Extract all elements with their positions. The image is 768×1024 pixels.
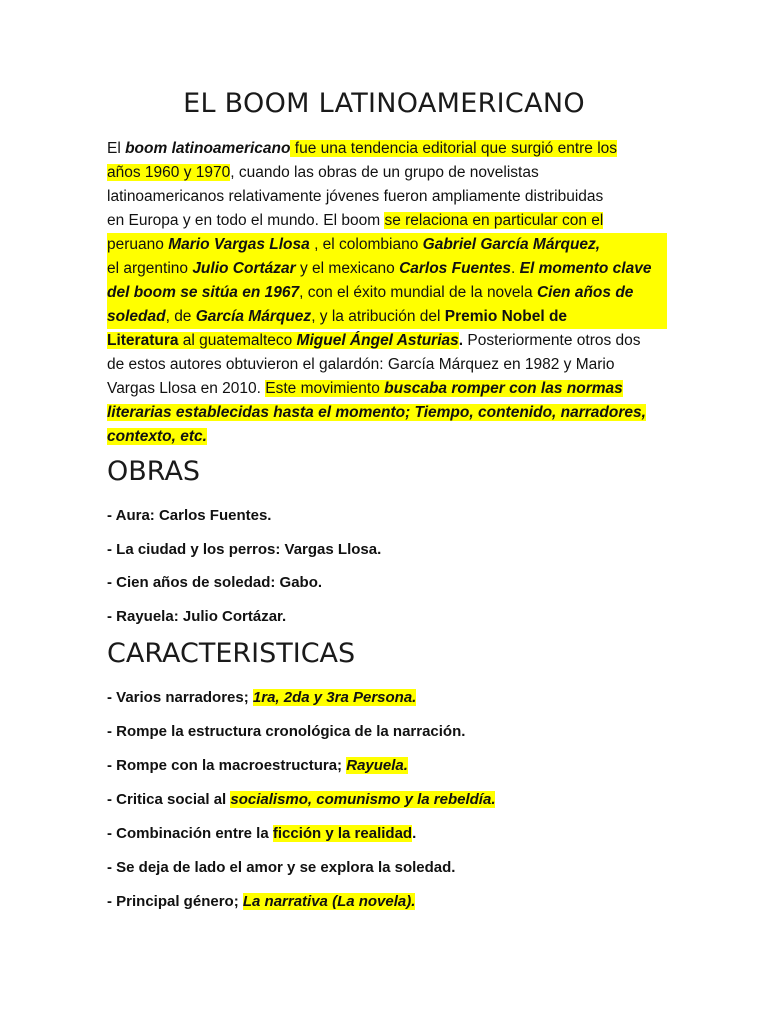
text-run: Vargas Llosa en 2010. xyxy=(107,380,266,397)
author-vargas-llosa: Mario Vargas Llosa xyxy=(168,236,310,253)
text-run: , cuando las obras de un grupo de novelistas xyxy=(230,164,539,181)
intro-line-12 xyxy=(107,401,667,425)
text-run: , y la atribución del xyxy=(311,308,445,325)
caracteristica-item xyxy=(107,893,415,910)
caracteristica-item xyxy=(107,791,495,808)
highlight-run: socialismo, comunismo y la rebeldía. xyxy=(230,791,496,808)
author-cortazar: Julio Cortázar xyxy=(192,260,296,277)
text-run: . xyxy=(511,260,520,277)
intro-line-2 xyxy=(107,161,667,185)
text-run: en Europa y en todo el mundo. El boom xyxy=(107,212,385,229)
highlight-run: años 1960 y 1970 xyxy=(107,164,231,181)
obras-heading: OBRAS xyxy=(107,456,201,487)
intro-line-3: latinoamericanos relativamente jóvenes fueron ampliamente distribuidas xyxy=(107,188,604,205)
caracteristica-item xyxy=(107,723,465,740)
text-run: y el mexicano xyxy=(295,260,400,277)
caracteristica-item xyxy=(107,859,455,876)
text-run: - Rompe con la macroestructura; xyxy=(107,757,347,774)
text-run: el argentino xyxy=(107,260,193,277)
intro-line-8 xyxy=(107,305,667,329)
author-garcia-marquez: Gabriel García Márquez, xyxy=(422,236,601,253)
text-run: El xyxy=(107,140,126,157)
text-run: . xyxy=(412,825,417,842)
award-name: Premio Nobel de xyxy=(444,308,568,325)
text-run: , el colombiano xyxy=(309,236,423,253)
intro-line-7 xyxy=(107,281,667,305)
highlight-run: 1ra, 2da y 3ra Persona. xyxy=(252,689,417,706)
award-name: Literatura xyxy=(107,332,179,349)
caracteristica-item xyxy=(107,757,408,774)
text-run: - Critica social al xyxy=(107,791,231,808)
text-run: Posteriormente otros dos xyxy=(463,332,641,349)
author-asturias: Miguel Ángel Asturias xyxy=(296,332,459,349)
intro-line-4 xyxy=(107,209,667,233)
intro-line-1 xyxy=(107,137,667,161)
term-boom: boom latinoamericano xyxy=(125,140,291,157)
highlight-run: El momento clave xyxy=(519,260,652,277)
text-run: - Combinación entre la xyxy=(107,825,273,842)
intro-line-13 xyxy=(107,425,667,449)
highlight-run: La narrativa (La novela). xyxy=(242,893,416,910)
intro-line-6 xyxy=(107,257,667,281)
novel-title: soledad xyxy=(107,308,166,325)
intro-paragraph xyxy=(107,137,667,449)
highlight-run: Rayuela. xyxy=(346,757,408,774)
text-run: - Varios narradores; xyxy=(107,689,253,706)
highlight-run: del boom se sitúa en 1967 xyxy=(107,284,300,301)
author-fuentes: Carlos Fuentes xyxy=(399,260,512,277)
obras-item: - Rayuela: Julio Cortázar. xyxy=(107,608,287,625)
highlight-run: literarias establecidas hasta el momento; Tiempo, contenido, narradores, xyxy=(107,404,646,421)
highlight-run: buscaba romper con las normas xyxy=(384,380,623,397)
text-run: , con el éxito mundial de la novela xyxy=(299,284,537,301)
page-title: EL BOOM LATINOAMERICANO xyxy=(183,88,585,119)
text-run: peruano xyxy=(107,236,169,253)
text-run: - Rompe la estructura cronológica de la narración. xyxy=(107,723,466,740)
intro-line-10: de estos autores obtuvieron el galardón: García Márquez en 1982 y Mario xyxy=(107,356,615,373)
caracteristica-item xyxy=(107,689,416,706)
text-run: - Se deja de lado el amor y se explora la soledad. xyxy=(107,859,456,876)
text-run: , de xyxy=(165,308,196,325)
intro-line-9 xyxy=(107,329,667,353)
intro-line-11 xyxy=(107,377,667,401)
novel-title: Cien años de xyxy=(536,284,634,301)
text-run: . xyxy=(458,332,464,349)
caracteristicas-heading: CARACTERISTICAS xyxy=(107,638,356,669)
text-run: - Principal género; xyxy=(107,893,243,910)
obras-item: - La ciudad y los perros: Vargas Llosa. xyxy=(107,541,382,558)
highlight-run: Este movimiento xyxy=(265,380,385,397)
obras-item: - Aura: Carlos Fuentes. xyxy=(107,507,272,524)
highlight-run: al guatemalteco xyxy=(178,332,297,349)
highlight-run: fue una tendencia editorial que surgió entre los xyxy=(290,140,618,157)
highlight-run: ficción y la realidad xyxy=(272,825,413,842)
highlight-run: se relaciona en particular con el xyxy=(384,212,604,229)
highlight-run: contexto, etc. xyxy=(107,428,207,445)
obras-item: - Cien años de soledad: Gabo. xyxy=(107,574,323,591)
intro-line-5 xyxy=(107,233,667,257)
author-garcia-marquez: García Márquez xyxy=(195,308,312,325)
caracteristica-item xyxy=(107,825,416,842)
